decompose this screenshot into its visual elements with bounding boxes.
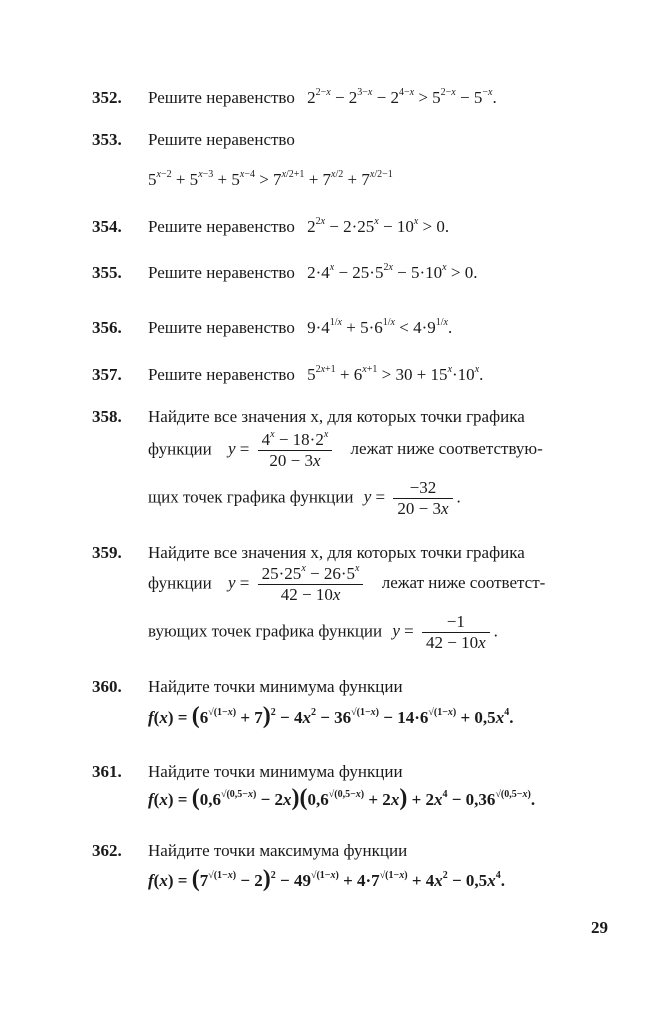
fraction: $\frac{4^x - 18\cdot 2^x}{20 - 3x}$ [258,430,333,471]
problem-text: Найдите точки минимума функции [148,677,403,696]
fraction: $\frac{-1}{42 - 10x}$ [422,612,490,653]
problem-formula: $5^{x-2} + 5^{x-3} + 5^{x-4} > 7^{x/2+1} + 7^{x/2} + 7^{x/2-1}$ [148,169,393,189]
problem-number: 355. [92,263,122,282]
problem-text: Решите неравенство $2^{2x} - 2\cdot 25^x - 10^x > 0$. [148,216,450,236]
problem-359-line2: функции y = $\frac{25\cdot 25^x - 26\cdot 5^x}{42 - 10x}$ лежат ниже соответст- [148,563,546,604]
problem-text: Решите неравенство $2^{2-x} - 2^{3-x} - 2^{4-x} > 5^{2-x} - 5^{-x}$. [148,87,497,107]
problem-number: 358. [92,407,122,426]
problem-number: 353. [92,130,122,149]
problem-number: 357. [92,365,122,384]
problem-text: Решите неравенство $9\cdot 4^{1/x} + 5\cdot 6^{1/x} < 4\cdot 9^{1/x}$. [148,317,453,337]
problem-358-line3: щих точек графика функции y = $\frac{-32}{20 - 3x}$ . [148,478,461,518]
problem-number: 361. [92,762,122,781]
fraction: $\frac{25\cdot 25^x - 26\cdot 5^x}{42 - 10x}$ [258,564,364,605]
problem-text: Найдите точки минимума функции [148,762,403,781]
problem-formula: $5^{2x+1} + 6^{x+1} > 30 + 15^x\cdot 10^x$. [307,364,484,384]
problem-number: 362. [92,841,122,860]
problem-formula: $f(x) = (7^{√(1-x)} - 2)^2 - 49^{√(1-x)} + 4\cdot 7^{√(1-x)} + 4x^2 - 0,5x^4$. [148,866,505,892]
problem-text: Найдите все значения x, для которых точки графика [148,543,525,562]
problem-formula: $2^{2-x} - 2^{3-x} - 2^{4-x} > 5^{2-x} - 5^{-x}$. [307,87,497,107]
problem-formula: $f(x) = (0,6^{√(0,5-x)} - 2x)(0,6^{√(0,5-x)} + 2x) + 2x^4 - 0,36^{√(0,5-x)}$. [148,785,536,811]
problem-359-line3: вующих точек графика функции y = $\frac{-1}{42 - 10x}$ . [148,612,498,652]
problem-text: Решите неравенство [148,130,295,149]
problem-number: 359. [92,543,122,562]
problem-text: Решите неравенство $2\cdot 4^x - 25\cdot 5^{2x} - 5\cdot 10^x > 0$. [148,262,478,282]
problem-358-line2: функции y = $\frac{4^x - 18\cdot 2^x}{20 - 3x}$ лежат ниже соответствую- [148,429,543,470]
problem-text: Решите неравенство $5^{2x+1} + 6^{x+1} > 30 + 15^x\cdot 10^x$. [148,364,484,384]
problem-number: 356. [92,318,122,337]
problem-number: 360. [92,677,122,696]
problem-text: Найдите все значения x, для которых точки графика [148,407,525,426]
problem-formula: $f(x) = (6^{√(1-x)} + 7)^2 - 4x^2 - 36^{√(1-x)} - 14\cdot 6^{√(1-x)} + 0,5x^4$. [148,703,514,729]
problem-formula: $2\cdot 4^x - 25\cdot 5^{2x} - 5\cdot 10^x > 0$. [307,262,478,282]
fraction: $\frac{-32}{20 - 3x}$ [393,478,452,519]
problem-formula: $9\cdot 4^{1/x} + 5\cdot 6^{1/x} < 4\cdot 9^{1/x}$. [307,317,453,337]
problem-number: 352. [92,88,122,107]
problem-text: Найдите точки максимума функции [148,841,408,860]
page-number: 29 [591,918,608,937]
problem-formula: $2^{2x} - 2\cdot 25^x - 10^x > 0$. [307,216,450,236]
problem-number: 354. [92,217,122,236]
